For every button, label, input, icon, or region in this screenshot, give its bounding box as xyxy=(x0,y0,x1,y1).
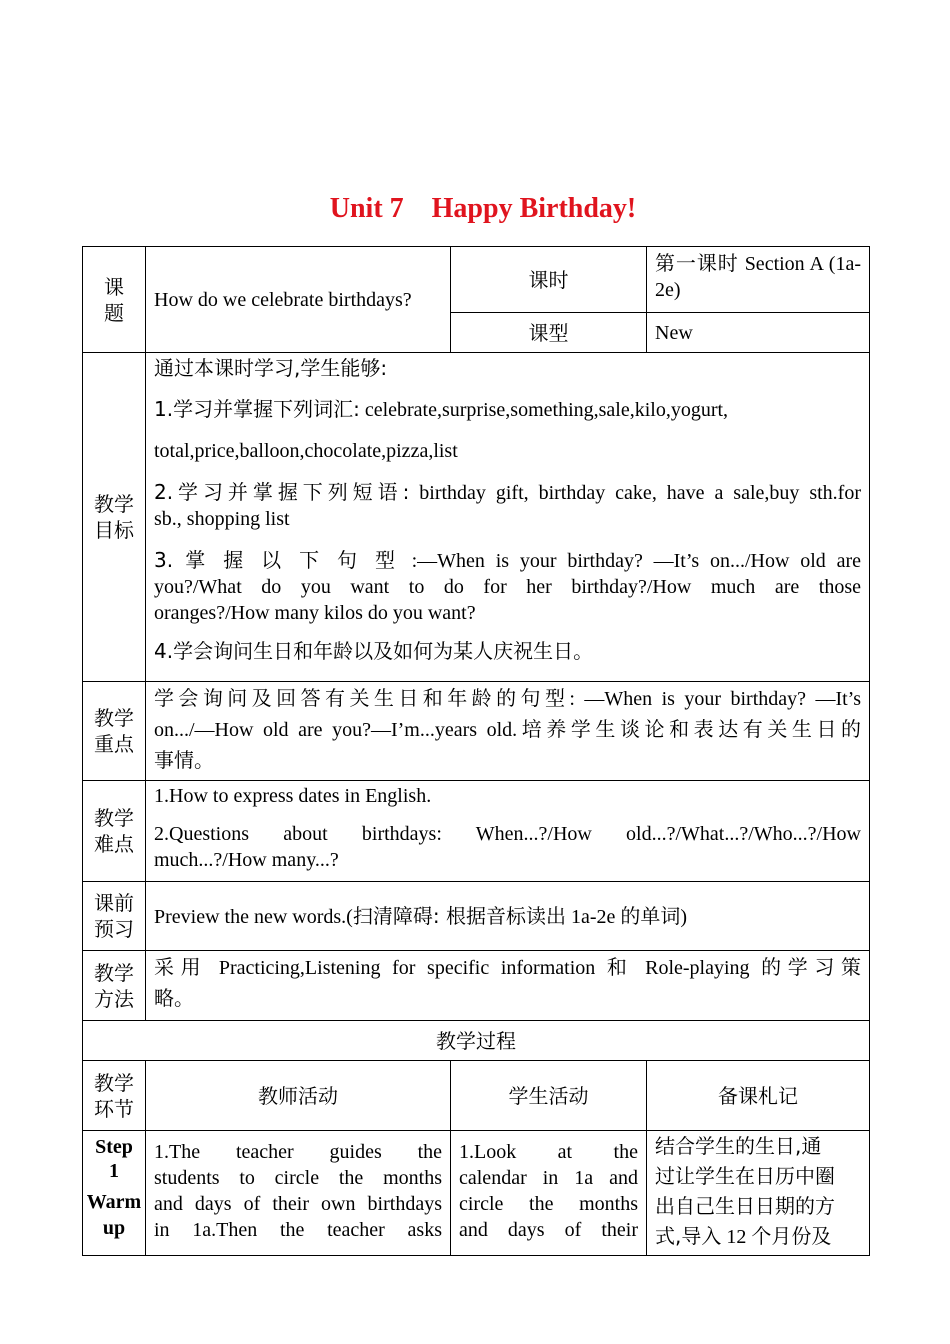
process-heading: 教学过程 xyxy=(83,1021,870,1061)
topic-label: 课 题 xyxy=(83,247,146,353)
objectives-row xyxy=(83,353,870,682)
lesson-plan-table xyxy=(82,246,870,1256)
key-points-content: 学会询问及回答有关生日和年龄的句型: —When is your birthday? —It’s on.../—How old are you?—I’m...years old.培养学生谈论和表达有关生日的 事情。 xyxy=(146,682,870,781)
objective-4: 4.学会询问生日和年龄以及如何为某人庆祝生日。 xyxy=(154,639,594,663)
step1-student: 1.Look at the calendar in 1a and circle the months and days of their xyxy=(451,1131,647,1256)
key-points-row xyxy=(83,682,870,781)
objective-2-cont: sb., shopping list xyxy=(154,508,290,530)
step1-row xyxy=(83,1131,870,1256)
type-value: New xyxy=(647,313,870,353)
methods-content: 采用 Practicing,Listening for specific information 和 Role-playing 的学习策 略。 xyxy=(146,951,870,1021)
step1-teacher: 1.The teacher guides the students to circle the months and days of their own birthdays in 1a.Then the teacher asks xyxy=(146,1131,451,1256)
type-label: 课型 xyxy=(451,313,647,353)
period-value-en: Section A (1a-2e) xyxy=(655,253,861,301)
page-title: Unit 7 Happy Birthday! xyxy=(329,193,637,224)
objective-3: 3. 掌 握 以 下 句 型 :—When is your birthday? —It’s on.../How old are xyxy=(154,548,862,572)
topic-row xyxy=(83,247,870,313)
methods-row xyxy=(83,951,870,1021)
objectives-label: 教学 目标 xyxy=(83,353,146,682)
objectives-intro: 通过本课时学习,学生能够: xyxy=(154,356,388,380)
process-heading-row xyxy=(83,1021,870,1061)
objective-2: 2.学习并掌握下列短语: birthday gift, birthday cake, have a sale,buy sth.for xyxy=(154,480,861,504)
objectives-content xyxy=(146,353,870,682)
col-student: 学生活动 xyxy=(451,1061,647,1131)
key-points-label: 教学 重点 xyxy=(83,682,146,781)
step1-notes: 结合学生的生日,通 过让学生在日历中圈 出自己生日日期的方 式,导入 12 个月份及 xyxy=(647,1131,870,1256)
preview-content: Preview the new words.(扫清障碍: 根据音标读出 1a-2e 的单词) xyxy=(146,882,870,951)
difficulties-label: 教学 难点 xyxy=(83,781,146,882)
methods-label: 教学 方法 xyxy=(83,951,146,1021)
difficulties-row xyxy=(83,781,870,882)
step1-label: Step 1 Warm up xyxy=(83,1131,146,1256)
difficulties-content: 1.How to express dates in English. 2.Questions about birthdays: When...?/How old...?/What...?/Who...?/How much...?/How many...? xyxy=(146,781,870,882)
col-stage: 教学 环节 xyxy=(83,1061,146,1131)
objective-1: 1.学习并掌握下列词汇: celebrate,surprise,something,sale,kilo,yogurt, xyxy=(154,397,729,421)
objective-3-cont: you?/What do you want to do for her birthday?/How much are those xyxy=(154,576,861,598)
objective-1-cont: total,price,balloon,chocolate,pizza,list xyxy=(154,440,458,462)
period-value-cn: 第一课时 xyxy=(655,251,739,275)
preview-row xyxy=(83,882,870,951)
col-teacher: 教师活动 xyxy=(146,1061,451,1131)
period-value xyxy=(647,247,870,313)
col-notes: 备课札记 xyxy=(647,1061,870,1131)
objective-3-end: oranges?/How many kilos do you want? xyxy=(154,602,476,624)
preview-label: 课前 预习 xyxy=(83,882,146,951)
period-label: 课时 xyxy=(451,247,647,313)
topic-value: How do we celebrate birthdays? xyxy=(146,247,451,353)
process-columns-row xyxy=(83,1061,870,1131)
